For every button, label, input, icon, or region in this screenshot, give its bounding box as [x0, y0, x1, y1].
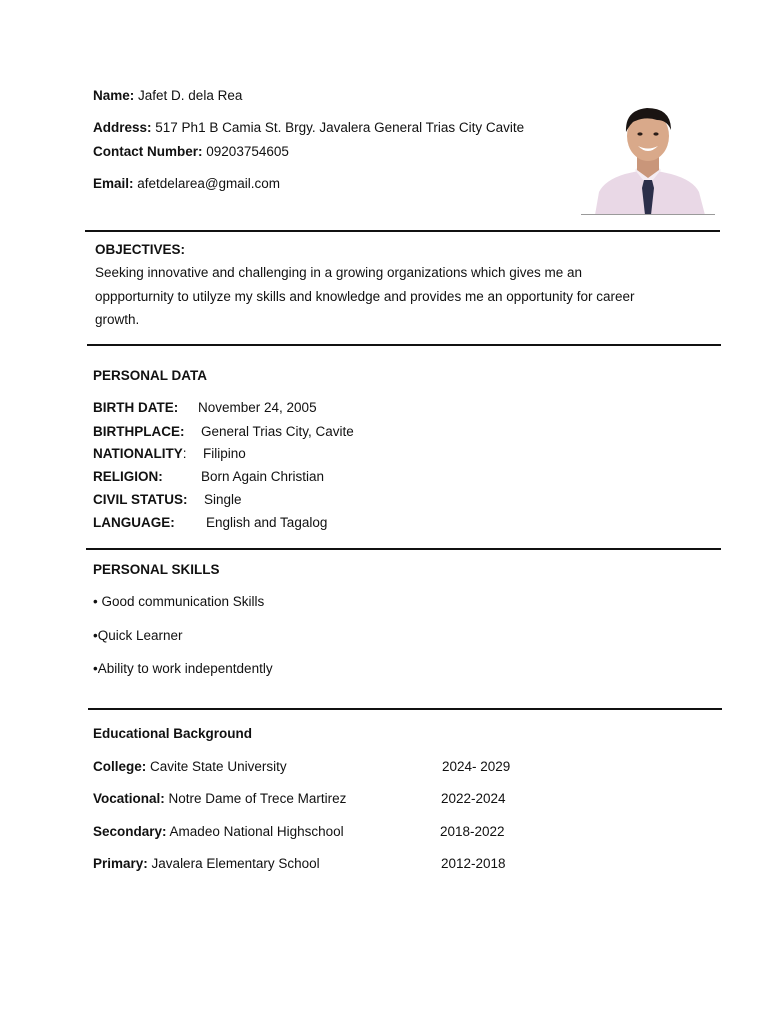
skill-item: • Good communication Skills [93, 594, 265, 609]
birth-date-value: November 24, 2005 [198, 400, 317, 415]
name-value: Jafet D. dela Rea [138, 88, 243, 103]
name-line [93, 88, 242, 103]
objectives-heading: OBJECTIVES: [95, 242, 186, 257]
contact-number-line [93, 144, 289, 159]
email-line [93, 176, 280, 191]
objectives-line-1: Seeking innovative and challenging in a growing organizations which gives me an [95, 265, 583, 280]
section-divider [88, 708, 722, 710]
birth-date-label: BIRTH DATE: [93, 400, 179, 415]
birthplace-label: BIRTHPLACE: [93, 424, 185, 439]
email-value: afetdelarea@gmail.com [137, 176, 281, 191]
civil-status-label: CIVIL STATUS: [93, 492, 188, 507]
contact-number-label: Contact Number: [93, 144, 203, 159]
person-portrait-icon [581, 100, 715, 215]
skill-item: •Ability to work indepentdently [93, 661, 273, 676]
address-value: 517 Ph1 B Camia St. Brgy. Javalera General Trias City Cavite [155, 120, 525, 135]
religion-value: Born Again Christian [201, 469, 325, 484]
language-value: English and Tagalog [206, 515, 328, 530]
profile-photo [581, 100, 715, 215]
civil-status-value: Single [204, 492, 242, 507]
education-years-college: 2024- 2029 [442, 759, 511, 774]
education-years-primary: 2012-2018 [441, 856, 506, 871]
personal-data-heading: PERSONAL DATA [93, 368, 208, 383]
nationality-value: Filipino [203, 446, 246, 461]
address-label: Address: [93, 120, 152, 135]
education-years-vocational: 2022-2024 [441, 791, 506, 806]
education-row-secondary: Secondary: Amadeo National Highschool [93, 824, 344, 839]
section-divider [86, 548, 721, 550]
address-line [93, 120, 524, 135]
section-divider [85, 230, 720, 232]
email-label: Email: [93, 176, 134, 191]
education-years-secondary: 2018-2022 [440, 824, 505, 839]
language-label: LANGUAGE: [93, 515, 175, 530]
objectives-line-3: growth. [95, 312, 140, 327]
personal-skills-heading: PERSONAL SKILLS [93, 562, 220, 577]
section-divider [87, 344, 721, 346]
religion-label: RELIGION: [93, 469, 163, 484]
name-label: Name: [93, 88, 135, 103]
education-row-primary: Primary: Javalera Elementary School [93, 856, 320, 871]
education-row-vocational: Vocational: Notre Dame of Trece Martirez [93, 791, 347, 806]
contact-number-value: 09203754605 [206, 144, 289, 159]
birthplace-value: General Trias City, Cavite [201, 424, 354, 439]
nationality-label: NATIONALITY: [93, 446, 187, 461]
educational-background-heading: Educational Background [93, 726, 253, 741]
skill-item: •Quick Learner [93, 628, 183, 643]
objectives-line-2: oppporturnity to utilyze my skills and knowledge and provides me an opportunity for career [95, 289, 635, 304]
education-row-college: College: Cavite State University [93, 759, 287, 774]
